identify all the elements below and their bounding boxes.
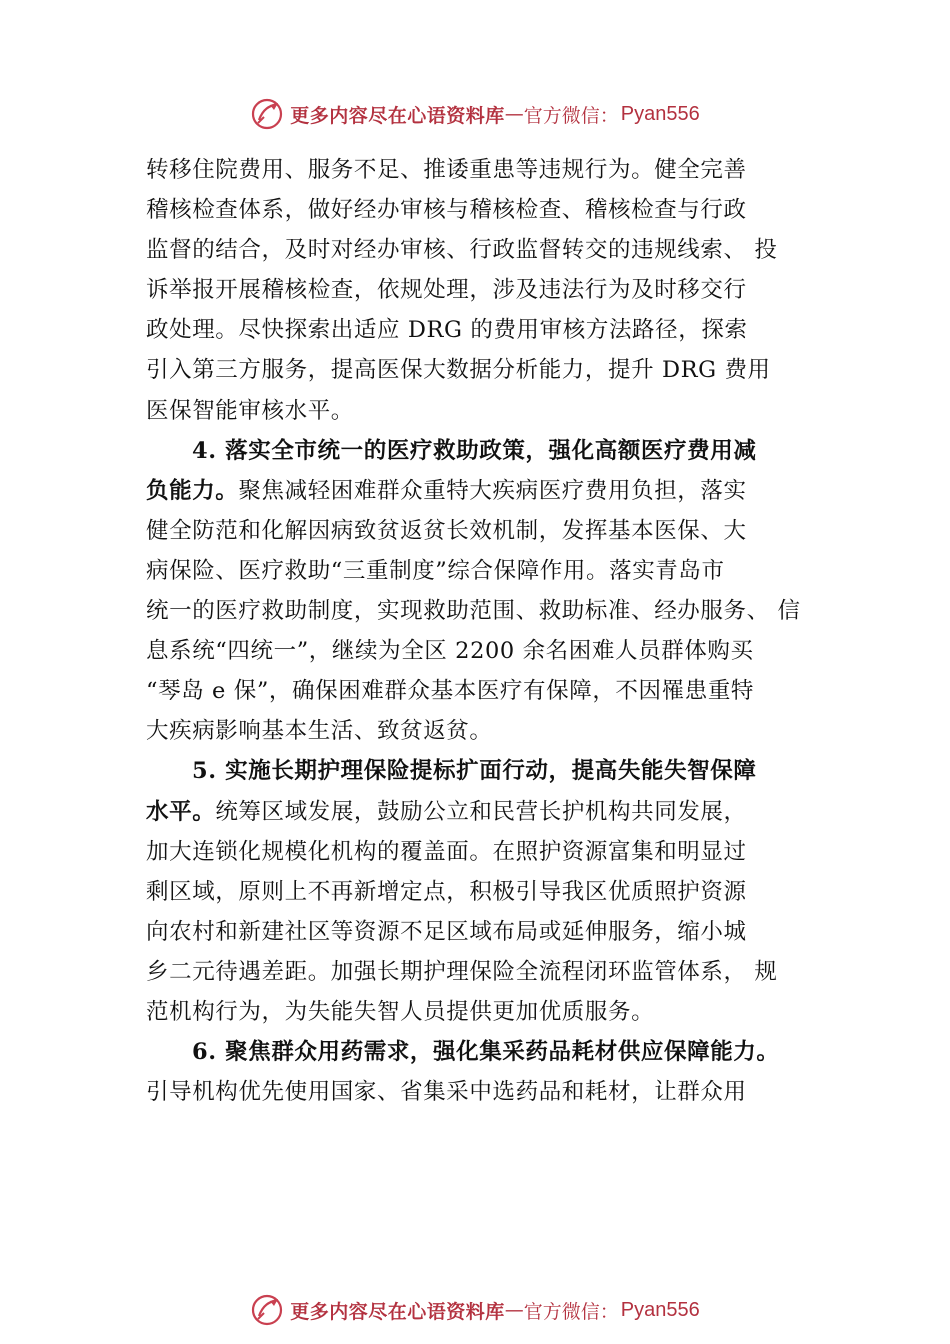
body-text: 聚焦减轻困难群众重特大疾病医疗费用负担，落实 xyxy=(238,477,747,504)
text-line xyxy=(146,551,810,591)
header-banner xyxy=(0,94,950,134)
text-line xyxy=(146,1072,810,1112)
body-text: “琴岛 e 保”，确保困难群众基本医疗有保障，不因罹患重特 xyxy=(146,678,755,705)
text-line xyxy=(146,431,810,471)
pen-logo-icon xyxy=(250,97,284,131)
text-line xyxy=(146,992,810,1032)
footer-banner xyxy=(0,1290,950,1330)
text-line xyxy=(146,190,810,230)
body-text: 息系统“四统一”，继续为全区 2200 余名困难人员群体购买 xyxy=(146,638,754,665)
text-line xyxy=(146,832,810,872)
body-text: 诉举报开展稽核检查，依规处理，涉及违法行为及时移交行 xyxy=(146,277,747,304)
body-text: 范机构行为，为失能失智人员提供更加优质服务。 xyxy=(146,998,655,1025)
text-line xyxy=(146,872,810,912)
pen-logo-icon xyxy=(250,1293,284,1327)
body-text: 引入第三方服务，提高医保大数据分析能力，提升 DRG 费用 xyxy=(146,357,771,384)
site-name: 更多内容尽在心语资料库 xyxy=(290,104,505,127)
body-text: 向农村和新建社区等资源不足区域布局或延伸服务，缩小城 xyxy=(146,918,747,945)
text-line xyxy=(146,471,810,511)
body-text: 监督的结合，及时对经办审核、行政监督转交的违规线索、 投 xyxy=(146,237,778,264)
body-text: 病保险、医疗救助“三重制度”综合保障作用。落实青岛市 xyxy=(146,557,725,584)
text-line xyxy=(146,792,810,832)
wechat-label: 官方微信： xyxy=(523,1300,619,1323)
heading-text: 水平。 xyxy=(146,798,216,825)
site-name: 更多内容尽在心语资料库 xyxy=(290,1300,505,1323)
text-line xyxy=(146,511,810,551)
wechat-label: 官方微信： xyxy=(523,104,619,127)
heading-text: 6. 聚焦群众用药需求，强化集采药品耗材供应保障能力。 xyxy=(192,1039,780,1066)
body-text: 稽核检查体系，做好经办审核与稽核检查、稽核检查与行政 xyxy=(146,197,747,224)
heading-text: 4. 落实全市统一的医疗救助政策，强化高额医疗费用减 xyxy=(192,437,757,464)
wechat-id: Pyan556 xyxy=(620,1298,700,1321)
banner-separator: — xyxy=(504,103,524,125)
body-text: 统一的医疗救助制度，实现救助范围、救助标准、经办服务、 信 xyxy=(146,598,801,625)
text-line xyxy=(146,150,810,190)
body-text: 剩区域，原则上不再新增定点，积极引导我区优质照护资源 xyxy=(146,878,747,905)
body-text: 健全防范和化解因病致贫返贫长效机制，发挥基本医保、大 xyxy=(146,517,747,544)
body-text: 统筹区域发展，鼓励公立和民营长护机构共同发展， xyxy=(215,798,747,825)
body-text: 乡二元待遇差距。加强长期护理保险全流程闭环监管体系， 规 xyxy=(146,958,778,985)
banner-separator: — xyxy=(504,1299,524,1321)
body-text: 政处理。尽快探索出适应 DRG 的费用审核方法路径，探索 xyxy=(146,317,748,344)
body-text: 转移住院费用、服务不足、推诿重患等违规行为。健全完善 xyxy=(146,157,747,183)
text-line xyxy=(146,631,810,671)
text-line xyxy=(146,270,810,310)
text-line xyxy=(146,751,810,791)
body-text: 大疾病影响基本生活、致贫返贫。 xyxy=(146,718,493,745)
text-line xyxy=(146,1032,810,1072)
text-line xyxy=(146,310,810,350)
document-body xyxy=(146,150,810,1112)
heading-text: 负能力。 xyxy=(146,477,239,504)
text-line xyxy=(146,711,810,751)
text-line xyxy=(146,391,810,431)
body-text: 加大连锁化规模化机构的覆盖面。在照护资源富集和明显过 xyxy=(146,838,747,865)
heading-text: 5. 实施长期护理保险提标扩面行动，提高失能失智保障 xyxy=(192,758,757,785)
text-line xyxy=(146,591,810,631)
body-text: 医保智能审核水平。 xyxy=(146,397,354,424)
text-line xyxy=(146,952,810,992)
text-line xyxy=(146,350,810,390)
body-text: 引导机构优先使用国家、省集采中选药品和耗材，让群众用 xyxy=(146,1079,747,1106)
text-line xyxy=(146,912,810,952)
text-line xyxy=(146,671,810,711)
wechat-id: Pyan556 xyxy=(620,102,700,125)
text-line xyxy=(146,230,810,270)
